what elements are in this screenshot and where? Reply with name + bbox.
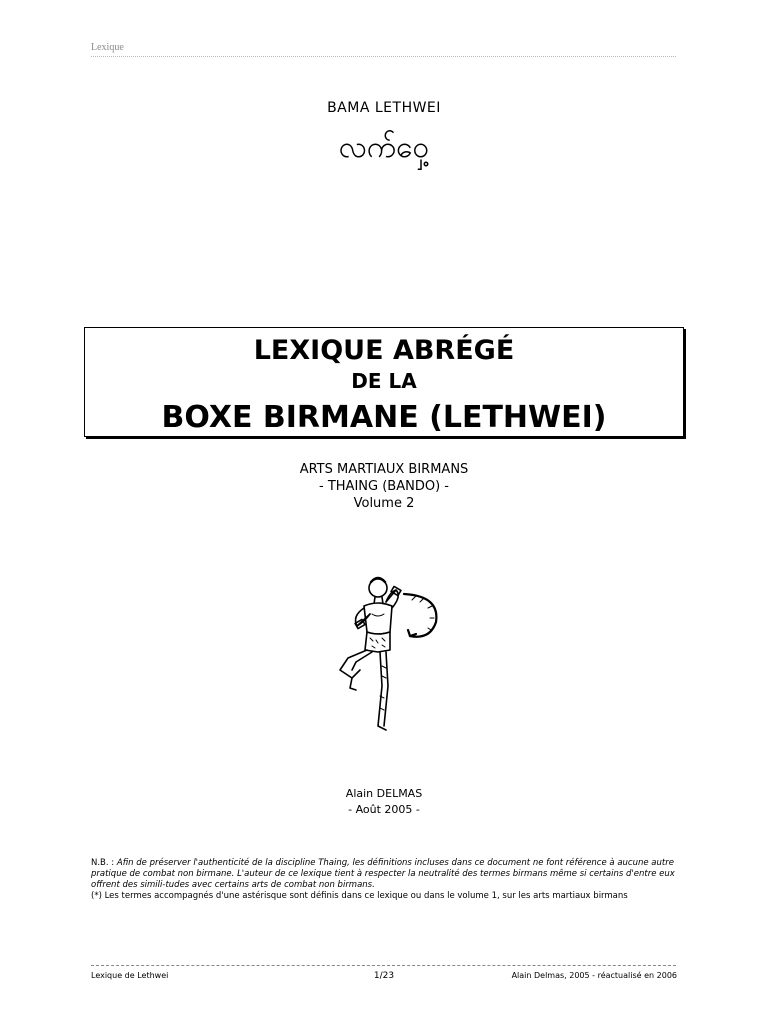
asterisk-note: (*) Les termes accompagnés d'une astérisque sont définis dans ce lexique ou dans le volume 1, sur les arts martiaux birmans xyxy=(91,891,628,901)
author-note xyxy=(91,858,681,902)
boxer-illustration xyxy=(312,566,454,746)
running-header: Lexique xyxy=(91,42,124,53)
subtitle-line-3: Volume 2 xyxy=(353,496,415,511)
title-box xyxy=(84,327,684,437)
note-label: N.B. : xyxy=(91,858,115,868)
note-text: Afin de préserver l'authenticité de la discipline Thaing, les définitions incluses dans ce document ne font référence à aucune autre pratique de combat non birmane. L'auteur de ce lexique tient à respecter la neutralité des termes birmans même si certains d'entre eux offrent des simili-tudes avec certains arts de combat non birmans. xyxy=(91,858,675,890)
title-line-1: LEXIQUE ABRÉGÉ xyxy=(253,335,515,366)
author-block xyxy=(0,786,768,818)
top-subtitle: BAMA LETHWEI xyxy=(327,100,441,116)
header-divider xyxy=(91,56,676,57)
footer-divider xyxy=(91,965,676,966)
footer-credit: Alain Delmas, 2005 - réactualisé en 2006 xyxy=(511,971,677,980)
subtitle-line-1: ARTS MARTIAUX BIRMANS xyxy=(299,462,469,477)
author-name: Alain DELMAS xyxy=(345,787,423,800)
subtitle-block xyxy=(0,461,768,512)
subtitle-line-2: - THAING (BANDO) - xyxy=(319,479,449,494)
publication-date: - Août 2005 - xyxy=(348,803,420,816)
title-line-3: BOXE BIRMANE (LETHWEI) xyxy=(161,400,607,435)
burmese-script-title: လက်ဝှေ့ xyxy=(338,130,430,165)
footer-document-title: Lexique de Lethwei xyxy=(91,971,169,980)
title-line-2: DE LA xyxy=(351,369,417,393)
page-number: 1/23 xyxy=(373,971,395,981)
